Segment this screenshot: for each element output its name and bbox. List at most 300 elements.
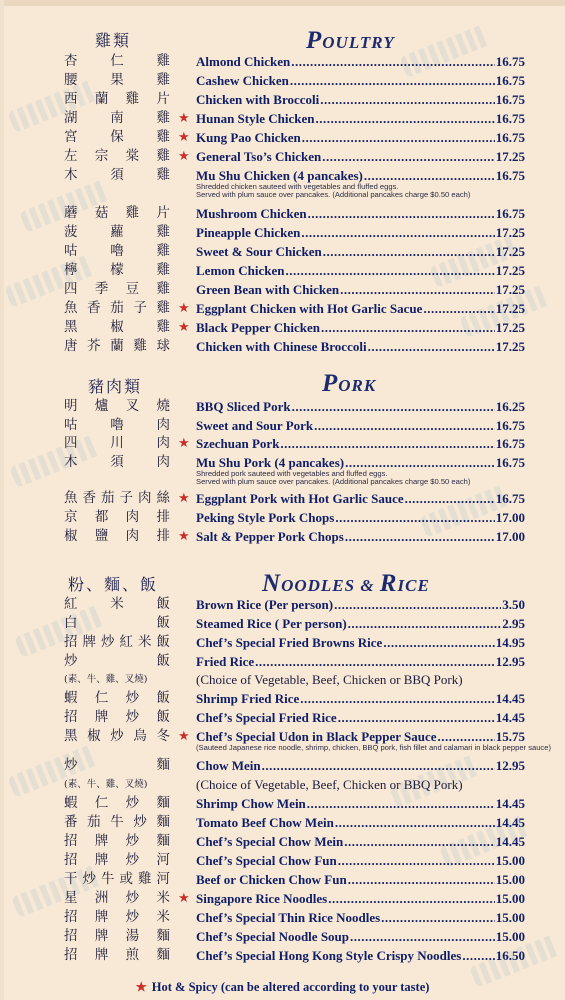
menu-item-line <box>196 595 525 614</box>
menu-item-chinese-name <box>64 128 170 147</box>
chinese-char: 芥 <box>87 338 101 354</box>
menu-item-price: 16.75 <box>495 436 525 451</box>
chinese-char: 炒 <box>125 833 140 849</box>
menu-item-name: Steamed Rice ( Per person) <box>196 616 347 631</box>
chinese-char: 河 <box>156 871 170 887</box>
menu-item <box>0 318 565 337</box>
menu-item <box>0 242 565 261</box>
chinese-char: 紅 <box>119 634 133 650</box>
dot-leader <box>262 756 495 775</box>
dot-leader <box>300 689 494 708</box>
chinese-char: 雞 <box>125 91 140 107</box>
menu-item-price: 16.75 <box>495 54 525 69</box>
chinese-char: 蘑 <box>64 205 78 221</box>
menu-item <box>0 397 565 416</box>
dot-leader <box>338 851 495 870</box>
menu-item <box>0 851 565 870</box>
dot-leader <box>334 595 501 614</box>
chinese-char: 雞 <box>138 871 152 887</box>
menu-item-name: Black Pepper Chicken <box>196 320 320 335</box>
menu-item-line <box>196 708 525 727</box>
chinese-char: 須 <box>110 167 124 183</box>
menu-item-name: Chef’s Special Thin Rice Noodles <box>196 910 381 925</box>
menu-item-name: Peking Style Pork Chops <box>196 510 335 525</box>
chinese-char: 雞 <box>156 281 170 297</box>
chinese-char: 炒 <box>133 814 147 830</box>
menu-item-name: Eggplant Pork with Hot Garlic Sauce <box>196 491 404 506</box>
menu-item-line <box>196 813 525 832</box>
menu-item-chinese-name <box>64 299 170 318</box>
chinese-char: 干 <box>64 871 78 887</box>
spicy-star-icon: ★ <box>178 320 190 335</box>
spicy-star-icon: ★ <box>178 529 190 544</box>
menu-item-price: 14.45 <box>495 691 525 706</box>
menu-item-chinese-name <box>64 489 170 508</box>
menu-item-line <box>196 52 525 71</box>
menu-item-chinese-name <box>64 851 170 870</box>
menu-item-name: Shrimp Chow Mein <box>196 796 306 811</box>
chinese-char: 麵 <box>156 814 170 830</box>
menu-item-chinese-name: (素、牛、雞、叉燒) <box>64 779 148 790</box>
menu-item <box>0 813 565 832</box>
menu-item-chinese-name <box>64 204 170 223</box>
chinese-char: 麵 <box>156 928 170 944</box>
chinese-char: 牌 <box>94 928 109 944</box>
menu-item-name: Chef’s Special Hong Kong Style Crispy Noodles <box>196 948 462 963</box>
chinese-char: 嚕 <box>110 417 124 433</box>
chinese-char: 河 <box>156 852 170 868</box>
chinese-char: 招 <box>64 852 78 868</box>
dot-leader <box>320 90 494 109</box>
spicy-star-icon: ★ <box>178 436 190 451</box>
menu-item <box>0 670 565 689</box>
chinese-char: 蘭 <box>94 91 109 107</box>
chinese-char: 排 <box>156 528 170 544</box>
chinese-char: 杏 <box>64 53 78 69</box>
menu-item-name: Chef’s Special Noodle Soup <box>196 929 350 944</box>
chinese-char: 子 <box>119 490 133 506</box>
menu-item-chinese-name <box>64 889 170 908</box>
chinese-char: 或 <box>119 871 133 887</box>
noodles-rice-heading <box>262 570 430 598</box>
chinese-char: 肉 <box>156 454 170 470</box>
menu-item-line <box>196 832 525 851</box>
menu-item-name: BBQ Sliced Pork <box>196 399 291 414</box>
menu-item-price: 17.25 <box>495 301 525 316</box>
menu-item-line <box>196 261 525 280</box>
menu-item <box>0 794 565 813</box>
chinese-char: 保 <box>110 129 124 145</box>
chinese-char: 仁 <box>94 690 109 706</box>
dot-leader <box>462 946 494 965</box>
menu-item-chinese-name <box>64 870 170 889</box>
chinese-char: 招 <box>64 709 78 725</box>
dot-leader <box>368 337 495 356</box>
chinese-char: 子 <box>133 300 147 316</box>
chinese-char: 香 <box>82 490 96 506</box>
dot-leader <box>285 261 494 280</box>
menu-item-price: 3.50 <box>502 597 525 612</box>
menu-item <box>0 223 565 242</box>
menu-item <box>0 453 565 486</box>
chinese-char: 炒 <box>125 795 140 811</box>
spicy-star-icon: ★ <box>178 301 190 316</box>
chinese-char: 蝦 <box>64 795 78 811</box>
menu-item-price: 14.45 <box>495 796 525 811</box>
menu-item-line <box>196 434 525 453</box>
chinese-char: 球 <box>156 338 170 354</box>
menu-item-chinese-name <box>64 280 170 299</box>
menu-item-line <box>196 280 525 299</box>
dot-leader <box>345 527 495 546</box>
chinese-char: 洲 <box>94 890 109 906</box>
chinese-char: 炒 <box>82 871 96 887</box>
menu-item-price: 16.75 <box>495 73 525 88</box>
chinese-char: 湖 <box>64 110 78 126</box>
menu-item-chinese-name <box>64 756 170 775</box>
chinese-char: 招 <box>64 634 78 650</box>
dot-leader <box>292 397 495 416</box>
chinese-char: 雞 <box>156 72 170 88</box>
menu-item-line <box>196 416 525 435</box>
dot-leader <box>350 927 495 946</box>
menu-item-price: 15.00 <box>495 853 525 868</box>
menu-item-name: Pineapple Chicken <box>196 225 301 240</box>
menu-item-name: Salt & Pepper Pork Chops <box>196 529 344 544</box>
menu-item-chinese-name <box>64 727 170 746</box>
menu-item <box>0 166 565 199</box>
menu-item-name: Tomato Beef Chow Mein <box>196 815 334 830</box>
menu-item-price: 14.45 <box>495 710 525 725</box>
menu-item-description: Served with plum sauce over pancakes. (Additional pancakes charge $0.50 each) <box>196 477 471 486</box>
menu-item-line <box>196 109 525 128</box>
menu-item-line <box>196 128 525 147</box>
menu-item <box>0 775 565 794</box>
chinese-char: 招 <box>64 947 78 963</box>
chinese-char: 麵 <box>156 833 170 849</box>
dot-leader <box>255 652 495 671</box>
chinese-char: 烏 <box>133 728 147 744</box>
menu-item-price: 15.00 <box>495 929 525 944</box>
dot-leader <box>335 508 494 527</box>
chinese-char: 雞 <box>156 53 170 69</box>
menu-item-price: 15.00 <box>495 910 525 925</box>
menu-item <box>0 71 565 90</box>
chinese-char: 燒 <box>156 398 170 414</box>
dot-leader <box>340 280 495 299</box>
chinese-char: 木 <box>64 454 78 470</box>
chinese-char: 雞 <box>156 129 170 145</box>
menu-item-chinese-name: (素、牛、雞、叉燒) <box>64 674 148 685</box>
dot-leader <box>405 489 495 508</box>
menu-item-line <box>196 756 525 775</box>
chinese-char: 左 <box>64 148 78 164</box>
chinese-char: 肉 <box>156 435 170 451</box>
menu-item-name: Chicken with Broccoli <box>196 92 320 107</box>
menu-item-price: 17.25 <box>495 320 525 335</box>
chinese-char: 黑 <box>64 319 78 335</box>
menu-item <box>0 261 565 280</box>
chinese-char: 飯 <box>156 709 170 725</box>
chinese-char: 雞 <box>156 110 170 126</box>
chinese-char: 雞 <box>156 243 170 259</box>
menu-item-price: 14.95 <box>495 635 525 650</box>
menu-item-line <box>196 927 525 946</box>
menu-item-name: Szechuan Pork <box>196 436 280 451</box>
chinese-char: 肉 <box>156 417 170 433</box>
menu-item-price: 16.75 <box>495 168 525 183</box>
menu-item-name: Chow Mein <box>196 758 261 773</box>
chinese-char: 茄 <box>110 300 124 316</box>
menu-item-chinese-name <box>64 166 170 185</box>
chinese-char: 冬 <box>156 728 170 744</box>
menu-item-line <box>196 337 525 356</box>
menu-item-chinese-name <box>64 689 170 708</box>
menu-item-description: Served with plum sauce over pancakes. (Additional pancakes charge $0.50 each) <box>196 190 471 199</box>
menu-item <box>0 527 565 546</box>
chinese-char: 絲 <box>156 490 170 506</box>
menu-item-line <box>196 223 525 242</box>
chinese-char: 菠 <box>64 224 78 240</box>
menu-item <box>0 889 565 908</box>
chinese-char: 牛 <box>110 814 124 830</box>
menu-item-line <box>196 652 525 671</box>
spicy-star-icon: ★ <box>135 980 147 994</box>
menu-item <box>0 434 565 453</box>
menu-item-line <box>196 614 525 633</box>
chinese-char: 牌 <box>82 634 96 650</box>
spicy-star-icon: ★ <box>178 729 190 744</box>
menu-item <box>0 299 565 318</box>
menu-item-chinese-name <box>64 71 170 90</box>
dot-leader <box>335 813 495 832</box>
menu-item-chinese-name <box>64 261 170 280</box>
menu-item-chinese-name <box>64 832 170 851</box>
menu-item-name: Almond Chicken <box>196 54 291 69</box>
menu-choice-note: (Choice of Vegetable, Beef, Chicken or BBQ Pork) <box>196 777 463 792</box>
chinese-char: 炒 <box>125 909 140 925</box>
menu-item-line <box>196 527 525 546</box>
menu-item-line <box>196 147 525 166</box>
menu-item <box>0 832 565 851</box>
chinese-char: 棠 <box>125 148 140 164</box>
noodles-heading-initial-n: N <box>262 570 282 597</box>
menu-item-chinese-name <box>64 946 170 965</box>
chinese-char: 雞 <box>133 338 147 354</box>
menu-item-price: 12.95 <box>495 758 525 773</box>
spicy-star-icon: ★ <box>178 149 190 164</box>
menu-item-price: 17.25 <box>495 225 525 240</box>
menu-item-price: 14.45 <box>495 815 525 830</box>
chinese-char: 蘭 <box>110 338 124 354</box>
menu-item-line <box>196 946 525 965</box>
menu-item-chinese-name <box>64 614 170 633</box>
pork-heading-rest: ORK <box>338 376 377 395</box>
menu-item-name: Kung Pao Chicken <box>196 130 301 145</box>
pork-heading-initial: P <box>322 370 339 397</box>
menu-item-name: Sweet & Sour Chicken <box>196 244 322 259</box>
chinese-char: 雞 <box>156 319 170 335</box>
menu-item-line <box>196 204 525 223</box>
menu-item-chinese-name <box>64 397 170 416</box>
chinese-char: 麵 <box>156 947 170 963</box>
dot-leader <box>307 794 495 813</box>
dot-leader <box>291 52 494 71</box>
menu-item-price: 17.25 <box>495 149 525 164</box>
chinese-char: 雞 <box>156 300 170 316</box>
chinese-char: 飯 <box>156 653 170 669</box>
spicy-legend <box>0 979 565 995</box>
chinese-char: 牌 <box>94 833 109 849</box>
chinese-char: 爐 <box>94 398 109 414</box>
menu-item-price: 2.95 <box>502 616 525 631</box>
menu-item-name: Chef’s Special Fried Browns Rice <box>196 635 383 650</box>
menu-item <box>0 280 565 299</box>
chinese-char: 米 <box>138 634 152 650</box>
menu-item <box>0 337 565 356</box>
chinese-char: 咕 <box>64 243 78 259</box>
chinese-char: 米 <box>156 890 170 906</box>
menu-item-name: Chef’s Special Chow Mein <box>196 834 344 849</box>
menu-item-line <box>196 397 525 416</box>
chinese-char: 嚕 <box>110 243 124 259</box>
dot-leader <box>348 614 502 633</box>
menu-item-chinese-name <box>64 927 170 946</box>
chinese-char: 茄 <box>101 490 115 506</box>
menu-item-chinese-name <box>64 633 170 652</box>
chinese-char: 牌 <box>94 909 109 925</box>
menu-item-price: 16.75 <box>495 111 525 126</box>
menu-item-name: Chef’s Special Chow Fun <box>196 853 337 868</box>
chinese-char: 雞 <box>156 167 170 183</box>
menu-item-price: 15.00 <box>495 891 525 906</box>
chinese-char: 炒 <box>64 653 78 669</box>
chinese-char: 叉 <box>125 398 140 414</box>
menu-item-chinese-name <box>64 337 170 356</box>
menu-item-chinese-name <box>64 908 170 927</box>
menu-item-price: 16.25 <box>495 399 525 414</box>
menu-item <box>0 727 565 752</box>
menu-item-name: General Tso’s Chicken <box>196 149 322 164</box>
menu-item-price: 16.50 <box>495 948 525 963</box>
menu-item-chinese-name <box>64 416 170 435</box>
chinese-char: 黑 <box>64 728 78 744</box>
noodles-heading-initial-r: R <box>379 570 398 597</box>
chinese-char: 魚 <box>64 490 78 506</box>
chinese-char: 四 <box>64 281 78 297</box>
chinese-char: 炒 <box>125 709 140 725</box>
menu-item <box>0 508 565 527</box>
chinese-char: 招 <box>64 928 78 944</box>
menu-item-price: 17.25 <box>495 244 525 259</box>
menu-item-price: 17.25 <box>495 282 525 297</box>
chinese-char: 肉 <box>125 528 140 544</box>
menu-item-chinese-name <box>64 52 170 71</box>
dot-leader <box>290 71 495 90</box>
menu-item-chinese-name <box>64 318 170 337</box>
menu-item-price: 17.25 <box>495 263 525 278</box>
chinese-char: 炒 <box>125 890 140 906</box>
menu-item <box>0 652 565 671</box>
chinese-char: 星 <box>64 890 78 906</box>
menu-item-chinese-name <box>64 453 170 472</box>
poultry-heading-initial: P <box>306 27 323 54</box>
chinese-char: 牌 <box>94 709 109 725</box>
pork-heading <box>322 370 376 398</box>
dot-leader <box>348 870 495 889</box>
menu-item <box>0 756 565 775</box>
spicy-star-icon: ★ <box>178 491 190 506</box>
menu-item-name: Mushroom Chicken <box>196 206 307 221</box>
menu-item-chinese-name <box>64 223 170 242</box>
menu-item-price: 15.75 <box>495 729 525 744</box>
menu-item-line <box>196 633 525 652</box>
chinese-char: 果 <box>110 72 124 88</box>
menu-item-line <box>196 889 525 908</box>
menu-item-price: 15.00 <box>495 872 525 887</box>
menu-choice-note: (Choice of Vegetable, Beef, Chicken or BBQ Pork) <box>196 672 463 687</box>
chinese-char: 茄 <box>87 814 101 830</box>
chinese-char: 飯 <box>156 634 170 650</box>
chinese-char: 雞 <box>156 148 170 164</box>
dot-leader <box>344 832 495 851</box>
menu-item-name: Sweet and Sour Pork <box>196 418 314 433</box>
menu-item-name: Brown Rice (Per person) <box>196 597 334 612</box>
pork-chinese-heading: 豬肉類 <box>88 377 143 396</box>
chinese-char: 腰 <box>64 72 78 88</box>
menu-item-chinese-name <box>64 794 170 813</box>
spicy-star-icon: ★ <box>178 130 190 145</box>
chinese-char: 番 <box>64 814 78 830</box>
chinese-char: 四 <box>64 435 78 451</box>
menu-item-price: 16.75 <box>495 418 525 433</box>
dot-leader <box>308 204 495 223</box>
menu-item-name: Green Bean with Chicken <box>196 282 340 297</box>
chinese-char: 蝦 <box>64 690 78 706</box>
menu-item-line <box>196 689 525 708</box>
menu-item <box>0 908 565 927</box>
poultry-heading-rest: OULTRY <box>322 33 395 52</box>
menu-item <box>0 204 565 223</box>
menu-item-line <box>196 242 525 261</box>
menu-item-line <box>196 508 525 527</box>
menu-item-chinese-name <box>64 652 170 671</box>
chinese-char: 仁 <box>110 53 124 69</box>
menu-item-name: Chef’s Special Fried Rice <box>196 710 337 725</box>
menu-item <box>0 489 565 508</box>
chinese-char: 牌 <box>94 852 109 868</box>
menu-item-name: Hunan Style Chicken <box>196 111 315 126</box>
chinese-char: 咕 <box>64 417 78 433</box>
menu-item-line <box>196 318 525 337</box>
menu-item-description: Shredded chicken sauteed with vegetables and fluffed eggs. <box>196 182 399 191</box>
chinese-char: 魚 <box>64 300 78 316</box>
menu-item <box>0 708 565 727</box>
menu-item-description: Shredded pork sauteed with vegetables and fluffed eggs. <box>196 469 388 478</box>
menu-item <box>0 946 565 965</box>
menu-item-chinese-name <box>64 434 170 453</box>
chinese-char: 蘿 <box>110 224 124 240</box>
menu-item-chinese-name <box>64 708 170 727</box>
menu-item-line <box>196 71 525 90</box>
menu-item-name: Chicken with Chinese Broccoli <box>196 339 367 354</box>
chinese-char: 飯 <box>156 615 170 631</box>
dot-leader <box>314 416 495 435</box>
menu-item-name: Singapore Rice Noodles <box>196 891 328 906</box>
menu-item-chinese-name <box>64 595 170 614</box>
chinese-char: 宮 <box>64 129 78 145</box>
chinese-char: 京 <box>64 509 78 525</box>
